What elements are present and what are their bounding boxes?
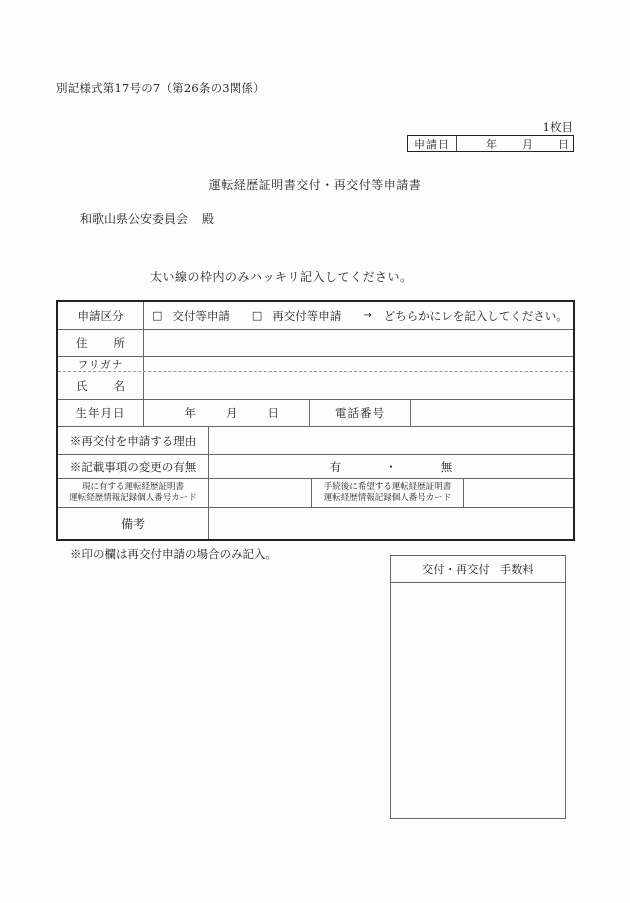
application-type-note: どちらかにレを記入してください。	[383, 308, 568, 323]
application-date-field[interactable]	[457, 136, 573, 151]
address-label	[58, 330, 143, 356]
application-type-label: 申請区分	[77, 308, 124, 323]
desired-card-input[interactable]	[463, 479, 573, 507]
furigana-input[interactable]	[143, 357, 573, 371]
change-options	[208, 455, 573, 478]
row-reissue-reason	[58, 426, 573, 454]
furigana-label: フリガナ	[77, 358, 124, 371]
option-issue-label: 交付等申請	[172, 308, 230, 323]
application-date-label: 申請日	[408, 136, 457, 151]
addressee-honorific: 殿	[202, 212, 215, 226]
current-card-label	[58, 479, 208, 507]
application-date-box	[407, 135, 574, 152]
change-label: ※記載事項の変更の有無	[69, 459, 197, 474]
fee-box-header	[391, 556, 565, 583]
change-separator: ・	[385, 459, 397, 474]
checkbox-issue[interactable]: □	[152, 309, 163, 322]
change-yes-option[interactable]: 有	[329, 459, 342, 474]
addressee-name: 和歌山県公安委員会	[80, 212, 189, 226]
address-label-b: 所	[113, 336, 125, 350]
fee-box-label-a: 交付・再交付	[422, 563, 490, 576]
fee-stamp-area	[391, 583, 565, 819]
application-form-table	[56, 300, 575, 541]
phone-input[interactable]	[410, 400, 573, 426]
date-day-unit: 日	[558, 137, 569, 151]
name-label	[58, 372, 143, 399]
desired-card-label-line1: 手続後に希望する運転経歴証明書	[323, 482, 452, 492]
row-birthdate	[58, 399, 573, 426]
option-reissue-label: 再交付等申請	[272, 308, 342, 323]
addressee	[80, 210, 214, 227]
row-cards	[58, 478, 573, 507]
phone-label: 電話番号	[309, 400, 410, 426]
instruction-text: 太い線の枠内のみハッキリ記入してください。	[150, 270, 413, 284]
change-no-option[interactable]: 無	[440, 459, 453, 474]
sheet-number: 1枚目	[542, 120, 573, 134]
form-reference: 別記様式第17号の7（第26条の3関係）	[56, 81, 265, 95]
current-card-label-line1: 現に有する運転経歴証明書	[81, 482, 184, 492]
checkbox-reissue[interactable]: □	[251, 309, 263, 322]
address-label-a: 住	[76, 336, 88, 350]
current-card-input[interactable]	[208, 479, 311, 507]
fee-box-label-b: 手数料	[499, 563, 534, 576]
desired-card-label	[311, 479, 463, 507]
address-input[interactable]	[143, 330, 573, 356]
birth-day-unit: 日	[267, 406, 279, 420]
desired-card-label-line2: 運転経歴情報記録個人番号カード	[323, 493, 452, 503]
row-address	[58, 329, 573, 356]
reissue-reason-label: ※再交付を申請する理由	[69, 433, 197, 448]
arrow-right-icon: →	[363, 310, 372, 321]
row-application-type	[58, 302, 573, 329]
page-title: 運転経歴証明書交付・再交付等申請書	[208, 178, 422, 192]
application-type-options	[143, 302, 573, 329]
remarks-label: 備考	[120, 517, 145, 531]
row-remarks	[58, 507, 573, 539]
footnote: ※印の欄は再交付申請の場合のみ記入。	[70, 547, 277, 561]
birthdate-input[interactable]	[143, 400, 309, 426]
birth-month-unit: 月	[226, 406, 238, 420]
name-label-b: 名	[113, 378, 125, 393]
row-change	[58, 454, 573, 478]
birth-year-unit: 年	[184, 406, 196, 420]
remarks-input[interactable]	[208, 508, 573, 539]
fee-stamp-box	[390, 555, 566, 819]
row-name	[58, 371, 573, 399]
current-card-label-line2: 運転経歴情報記録個人番号カード	[69, 493, 197, 503]
birthdate-label: 生年月日	[75, 406, 126, 420]
date-month-unit: 月	[522, 137, 533, 151]
name-input[interactable]	[143, 372, 573, 399]
date-year-unit: 年	[486, 137, 497, 151]
row-furigana	[58, 356, 573, 371]
reissue-reason-input[interactable]	[208, 427, 573, 454]
name-label-a: 氏	[76, 378, 88, 393]
